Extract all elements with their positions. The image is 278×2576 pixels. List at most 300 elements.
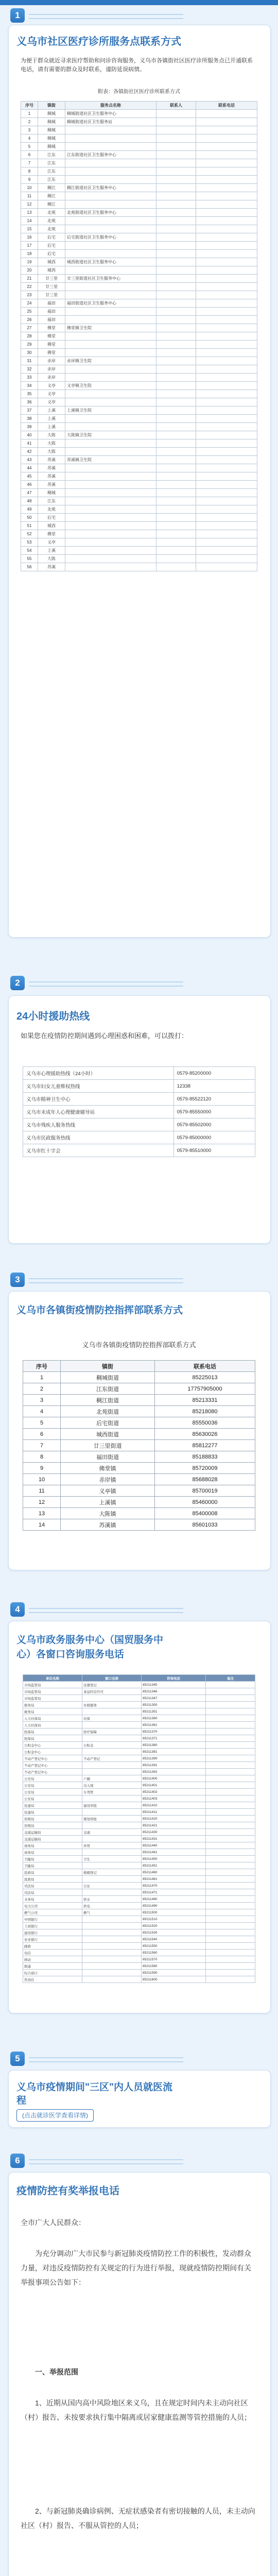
table-cell [206,1829,255,1836]
table-cell: 后宅 [38,514,65,522]
column-header: 镇街 [38,101,65,110]
table-cell [206,1903,255,1909]
table-row [21,398,257,406]
table-cell: 39 [21,423,38,431]
table-cell [157,563,196,571]
table-cell [196,456,257,464]
table-header-row [23,1361,255,1372]
table-cell [196,134,257,143]
table-row [21,250,257,258]
town-hq-table [23,1360,255,1531]
table-row [23,1869,255,1876]
table-row [23,1708,255,1715]
clinics-table-caption: 附表：各镇街社区医疗诊所联系方式 [98,89,180,95]
table-cell: 北苑 [38,225,65,233]
table-cell [206,1816,255,1822]
table-cell: 婚姻登记 [82,1869,142,1876]
table-cell [196,118,257,126]
table-cell: 85211480 [142,1896,206,1903]
table-cell [157,497,196,505]
table-header-row [23,1675,255,1682]
table-cell: 42 [21,448,38,456]
table-cell: 廿三里 [38,291,65,299]
table-cell [206,1702,255,1708]
table-cell: 12 [21,200,38,209]
table-cell: 公安局 [23,1789,82,1795]
table-cell [196,275,257,283]
table-row [21,406,257,415]
table-cell [157,209,196,217]
table-cell: 41 [21,439,38,448]
table-cell: 85213331 [155,1395,255,1406]
table-cell: 85211530 [142,1929,206,1936]
table-cell: 50 [21,514,38,522]
table-row [23,1836,255,1842]
table-cell [206,1762,255,1769]
table-cell: 江东 [38,167,65,176]
table-cell: 稠城 [38,134,65,143]
table-row [21,316,257,324]
table-cell [82,1963,142,1970]
table-cell: 后宅 [38,233,65,242]
table-cell [157,522,196,530]
table-cell: 佛堂 [38,530,65,538]
table-cell: 85211351 [142,1708,206,1715]
table-cell: 市场监管局 [23,1682,82,1688]
table-cell [206,1755,255,1762]
table-cell [82,1722,142,1728]
table-cell [206,1970,255,1976]
table-cell: 3 [21,126,38,134]
table-cell [65,505,157,514]
table-row [23,1903,255,1909]
table-cell: 苏溪 [38,472,65,481]
table-cell: 福田街道社区卫生服务中心 [65,299,157,308]
details-link[interactable]: (点击就诊医学查看详情) [16,2109,94,2122]
table-cell: 19 [21,258,38,266]
table-cell: 电力公司 [23,1903,82,1909]
table-cell: 江东街道社区卫生服务中心 [65,151,157,159]
table-cell: 赤岸 [38,357,65,365]
table-cell: 义亭 [38,382,65,390]
column-header: 咨询电话 [142,1675,206,1682]
town-hq-caption: 义乌市各镇街疫情防控指挥部联系方式 [82,1341,196,1349]
table-cell: 0579-85200000 [173,1067,255,1080]
table-cell: 义亭 [38,390,65,398]
table-cell: 85211441 [142,1849,206,1856]
table-cell: 85211430 [142,1829,206,1836]
table-cell [196,200,257,209]
table-cell: 江东 [38,159,65,167]
table-row [21,448,257,456]
table-cell [157,448,196,456]
table-cell: 85211560 [142,1950,206,1956]
table-row [23,1474,255,1485]
table-cell: 不动产登记中心 [23,1769,82,1775]
table-cell: 人力社保局 [23,1715,82,1722]
table-cell: 21 [21,275,38,283]
table-cell: 48 [21,497,38,505]
table-row [21,431,257,439]
table-cell [206,1735,255,1742]
table-row [23,1702,255,1708]
table-cell: 北苑街道 [61,1406,155,1417]
table-cell: 交通运输局 [23,1836,82,1842]
table-row [21,563,257,571]
table-cell [196,291,257,299]
decorative-lines [29,1608,183,1613]
table-cell [196,431,257,439]
table-cell: 住建局 [23,1802,82,1809]
table-row [21,217,257,225]
table-cell [65,464,157,472]
table-cell: 40 [21,431,38,439]
section-number-badge: 6 [10,2154,25,2168]
table-cell: 交通运输局 [23,1829,82,1836]
table-cell [157,398,196,406]
table-row [21,497,257,505]
table-cell: 公积金 [82,1742,142,1749]
table-cell: 51 [21,522,38,530]
table-cell: 廿三里街道社区卫生服务中心 [65,275,157,283]
table-cell [157,192,196,200]
table-cell: 85211520 [142,1923,206,1929]
table-cell [65,423,157,431]
table-cell: 85601033 [155,1519,255,1531]
table-cell [206,1708,255,1715]
table-cell [206,1849,255,1856]
table-cell: 43 [21,456,38,464]
table-cell [157,514,196,522]
table-cell: 85400008 [155,1508,255,1519]
table-cell [82,1916,142,1923]
table-cell: 北苑 [38,505,65,514]
table-cell: 20 [21,266,38,275]
table-cell: 民政局 [23,1869,82,1876]
table-cell [157,316,196,324]
table-cell [206,1916,255,1923]
table-row [21,415,257,423]
table-row [23,1963,255,1970]
table-cell: 45 [21,472,38,481]
table-cell [65,439,157,448]
top-banner [0,0,278,5]
table-cell [157,374,196,382]
table-cell: 35 [21,390,38,398]
table-cell: 0579-85522120 [173,1093,255,1106]
table-cell: 福田 [38,299,65,308]
table-cell: 赤岸镇 [61,1474,155,1485]
table-row [23,1909,255,1916]
section-title-gov-service-line2: 心）各窗口咨询服务电话 [16,1649,125,1660]
table-cell: 85211421 [142,1822,206,1829]
table-cell [157,266,196,275]
table-row [23,1688,255,1695]
table-cell: 卫生 [82,1856,142,1862]
table-row [23,1883,255,1889]
table-row [21,275,257,283]
table-cell: 咨询台 [23,1976,82,1983]
table-row [21,324,257,332]
table-row [21,522,257,530]
table-row [21,489,257,497]
table-cell [157,250,196,258]
table-row [23,1383,255,1395]
table-row [23,1735,255,1742]
table-cell: 28 [21,332,38,341]
table-row [23,1929,255,1936]
table-cell [82,1795,142,1802]
table-cell: 12 [23,1497,61,1508]
table-row [21,390,257,398]
column-header: 镇街 [61,1361,155,1372]
table-row [23,1970,255,1976]
table-cell: 司法局 [23,1883,82,1889]
table-cell [157,200,196,209]
table-cell [65,126,157,134]
table-cell [82,1976,142,1983]
table-cell [157,431,196,439]
gov-service-table [23,1674,255,1983]
table-cell [65,522,157,530]
table-cell: 苏溪 [38,456,65,464]
table-cell [206,1876,255,1883]
table-cell: 85700019 [155,1485,255,1497]
table-cell: 后宅街道 [61,1417,155,1429]
table-cell [196,464,257,472]
table-cell: 江东 [38,497,65,505]
table-cell [206,1728,255,1735]
table-cell: 福田 [38,308,65,316]
table-cell [157,406,196,415]
table-row [21,110,257,118]
table-cell [157,505,196,514]
table-cell [196,505,257,514]
table-row [21,472,257,481]
table-cell [157,341,196,349]
table-cell [196,143,257,151]
table-cell: 10 [21,184,38,192]
table-row [23,1822,255,1829]
table-cell: 16 [21,233,38,242]
table-cell: 9 [21,176,38,184]
table-cell [206,1923,255,1929]
column-header: 服务点名称 [65,101,157,110]
table-row [23,1769,255,1775]
table-row [23,1118,255,1131]
table-cell: 25 [21,308,38,316]
table-cell: 上溪 [38,415,65,423]
table-cell: 56 [21,563,38,571]
table-row [21,134,257,143]
table-cell [196,308,257,316]
table-cell [157,118,196,126]
table-cell [82,1749,142,1755]
table-cell: 7 [21,159,38,167]
table-cell: 85211347 [142,1695,206,1702]
table-cell [157,324,196,332]
table-cell: 注册登记 [82,1682,142,1688]
table-cell: 司法局 [23,1889,82,1896]
table-cell: 85630026 [155,1429,255,1440]
table-cell: 建设审批 [82,1802,142,1809]
table-cell: 资规局 [23,1816,82,1822]
table-cell: 5 [23,1417,61,1429]
table-cell: 85211510 [142,1916,206,1923]
table-cell: 85720009 [155,1463,255,1474]
table-cell [157,126,196,134]
table-cell [196,382,257,390]
table-cell [196,365,257,374]
table-row [23,1093,255,1106]
table-cell [157,464,196,472]
table-row [23,1080,255,1093]
table-cell: 85211390 [142,1755,206,1762]
table-cell: 36 [21,398,38,406]
table-cell: 54 [21,547,38,555]
table-cell [82,1956,142,1963]
table-cell [157,472,196,481]
table-cell: 义乌市妇女儿童维权热线 [23,1080,174,1093]
table-row [21,233,257,242]
table-cell [65,167,157,176]
table-row [23,1372,255,1383]
table-cell: 85688028 [155,1474,255,1485]
table-cell: 稠城 [38,143,65,151]
table-cell [157,439,196,448]
table-row [21,423,257,431]
table-cell: 赤岸 [38,374,65,382]
table-cell [65,134,157,143]
table-cell [206,1749,255,1755]
table-cell: 85211381 [142,1749,206,1755]
table-row [23,1728,255,1735]
table-row [21,200,257,209]
table-cell [206,1956,255,1963]
table-cell: 廿三里 [38,275,65,283]
table-cell: 苏溪镇卫生院 [65,456,157,464]
table-cell [82,1735,142,1742]
table-cell: 7 [23,1440,61,1451]
table-row [23,1451,255,1463]
table-cell [206,1795,255,1802]
table-cell: 交通 [82,1829,142,1836]
table-cell: 食品经营许可 [82,1688,142,1695]
section-title-three-zones-line2: 程 [16,2095,27,2106]
table-cell [196,374,257,382]
table-cell: 义乌市民政服务热线 [23,1131,174,1144]
table-cell [65,225,157,233]
table-cell [65,481,157,489]
table-row [21,349,257,357]
table-row [21,382,257,390]
table-row [23,1463,255,1474]
table-cell [196,126,257,134]
table-row [23,1406,255,1417]
table-cell: 85211451 [142,1862,206,1869]
table-cell: 4 [21,134,38,143]
table-cell: 2 [21,118,38,126]
table-cell: 公安局 [23,1775,82,1782]
table-row [21,283,257,291]
table-row [23,1519,255,1531]
table-row [21,439,257,448]
table-cell: 苏溪 [38,464,65,472]
table-cell: 医疗保障 [82,1728,142,1735]
table-cell: 大陈镇 [61,1508,155,1519]
table-cell [196,349,257,357]
table-cell [65,514,157,522]
table-row [21,341,257,349]
column-header: 序号 [23,1361,61,1372]
table-cell: 85211590 [142,1970,206,1976]
table-cell: 不动产登记中心 [23,1762,82,1769]
table-cell: 上溪镇 [61,1497,155,1508]
table-cell: 85211420 [142,1816,206,1822]
table-cell: 稠江 [38,192,65,200]
table-cell [206,1909,255,1916]
table-cell: 市场监管局 [23,1688,82,1695]
table-cell: 苏溪 [38,563,65,571]
table-cell: 稠城街道 [61,1372,155,1383]
table-cell: 85211401 [142,1782,206,1789]
table-row [21,184,257,192]
table-cell: 公积金中心 [23,1749,82,1755]
table-cell [65,415,157,423]
table-cell [157,151,196,159]
table-cell [157,382,196,390]
table-cell [65,192,157,200]
table-cell [82,1849,142,1856]
table-cell [157,299,196,308]
table-cell [196,481,257,489]
table-cell: 出入境 [82,1782,142,1789]
table-cell: 85211350 [142,1702,206,1708]
table-cell [206,1862,255,1869]
report-heading-scope: 一、举报范围 [35,2368,78,2376]
table-cell [82,1822,142,1829]
table-cell: 后宅 [38,250,65,258]
table-cell: 不动产登记 [82,1755,142,1762]
table-cell: 规划审批 [82,1816,142,1822]
section-title-three-zones-line1: 义乌市疫情期间"三区"内人员就医流 [16,2082,173,2093]
table-cell [82,1809,142,1816]
table-cell: 义乌市残疾人服务热线 [23,1118,174,1131]
section-title-town-hq: 义乌市各镇街疫情防控指挥部联系方式 [16,1305,183,1316]
table-cell: 85211570 [142,1956,206,1963]
table-cell: 民政局 [23,1876,82,1883]
table-cell [82,1762,142,1769]
table-row [23,1762,255,1769]
clinics-table [21,101,257,571]
table-cell: 佛堂 [38,324,65,332]
table-cell [82,1708,142,1715]
table-cell: 公积金中心 [23,1742,82,1749]
column-header: 窗口名称 [82,1675,142,1682]
table-cell: 12338 [173,1080,255,1093]
table-row [23,1755,255,1762]
table-cell: 0579-85510000 [173,1144,255,1157]
table-cell: 城西 [38,258,65,266]
table-cell [206,1769,255,1775]
table-cell: 49 [21,505,38,514]
table-cell [206,1936,255,1943]
table-cell [82,1923,142,1929]
table-cell [206,1963,255,1970]
table-cell: 大陈 [38,555,65,563]
table-cell: 义乌市红十字会 [23,1144,174,1157]
table-cell [196,497,257,505]
